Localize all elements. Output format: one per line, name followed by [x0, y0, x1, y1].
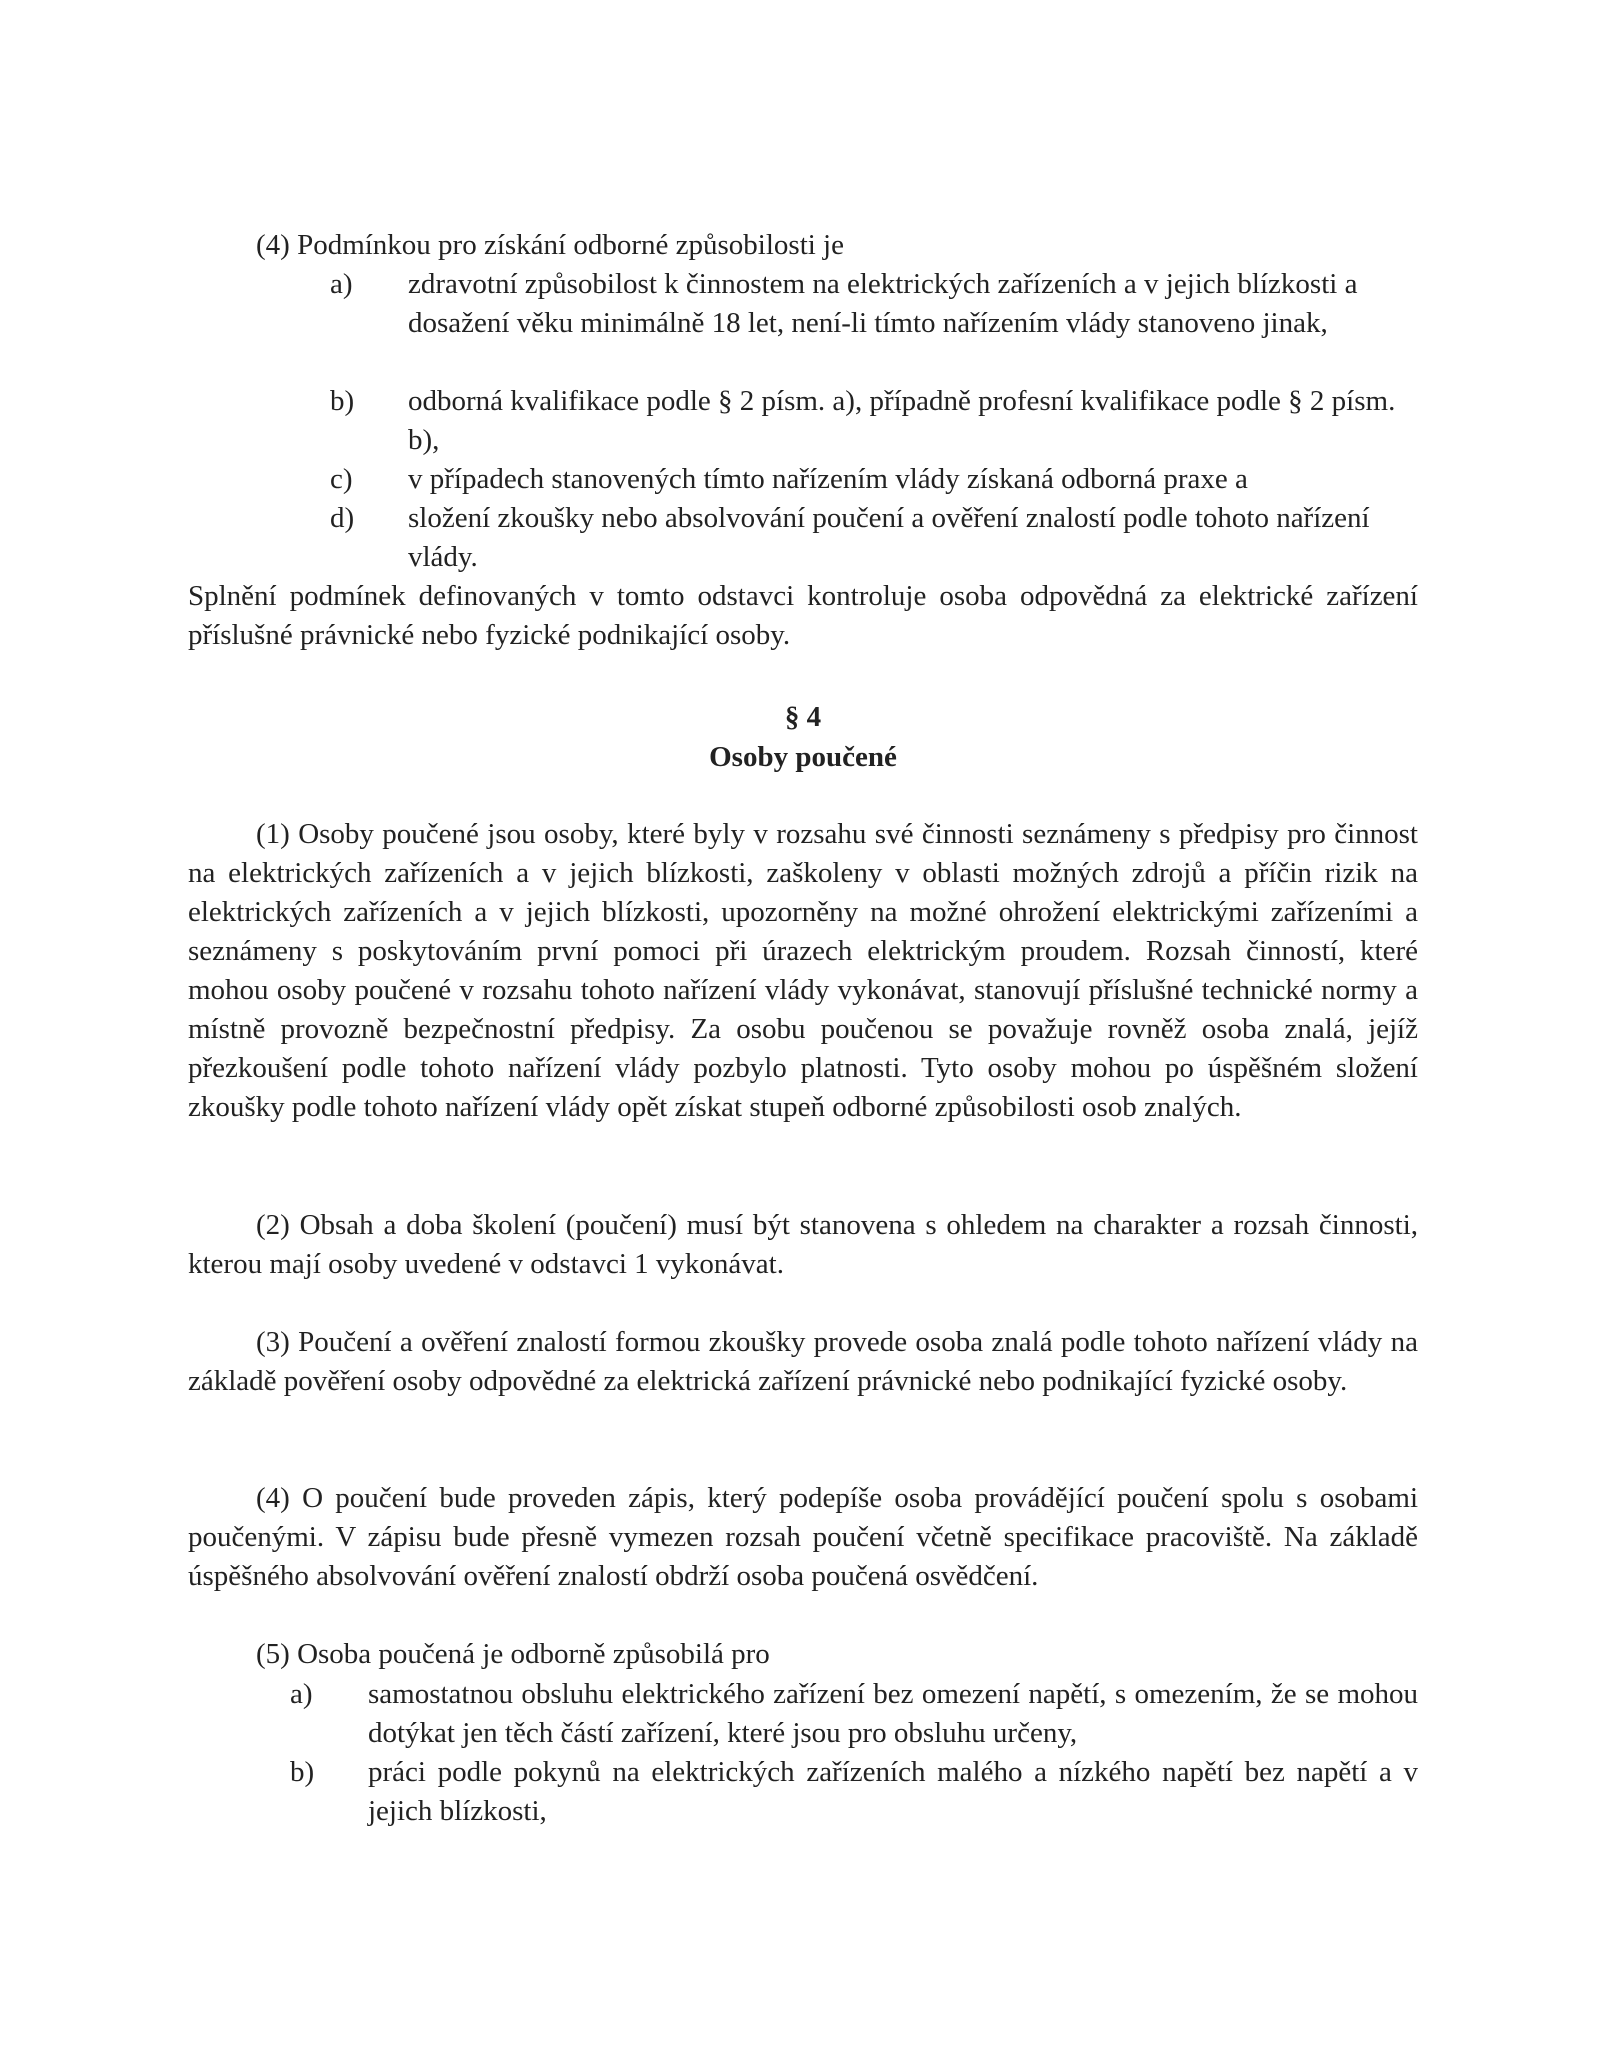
list-marker: a): [330, 268, 353, 300]
paragraph-1: (1) Osoby poučené jsou osoby, které byly v rozsahu své činnosti seznámeny s předpisy pro činnost na elektrických zařízeních a v jejich blízkosti, zaškoleny v oblasti možných zdrojů a příčin rizik na elektrických zařízeních a v jejich blízkosti, upozorněny na možné ohrožení elektrickými zařízeními a seznámeny s poskytováním první pomoci při úrazech elektrickým proudem. Rozsah činností, které mohou osoby poučené v rozsahu tohoto nařízení vlády vykonávat, stanovují příslušné technické normy a místně provozně bezpečnostní předpisy. Za osobu poučenou se považuje rovněž osoba znalá, jejíž přezkoušení podle tohoto nařízení vlády pozbylo platnosti. Tyto osoby mohou po úspěšném složení zkoušky podle tohoto nařízení vlády opět získat stupeň odborné způsobilosti osob znalých.: [188, 818, 1418, 1123]
paragraph-4: (4) O poučení bude proveden zápis, který podepíše osoba provádějící poučení spolu s osobami poučenými. V zápisu bude přesně vymezen rozsah poučení včetně specifikace pracoviště. Na základě úspěšného absolvování ověření znalostí obdrží osoba poučená osvědčení.: [188, 1482, 1418, 1592]
section-number: § 4: [784, 701, 822, 733]
paragraph-3: (3) Poučení a ověření znalostí formou zkoušky provede osoba znalá podle tohoto nařízení vlády na základě pověření osoby odpovědné za elektrická zařízení právnické nebo podnikající fyzické osoby.: [188, 1326, 1418, 1397]
list-item-text: zdravotní způsobilost k činnostem na elektrických zařízeních a v jejich blízkosti a dosažení věku minimálně 18 let, není-li tímto nařízením vlády stanoveno jinak,: [408, 268, 1358, 339]
list-marker: a): [290, 1678, 313, 1710]
section-title: Osoby poučené: [709, 741, 897, 773]
paragraph-2: (2) Obsah a doba školení (poučení) musí být stanovena s ohledem na charakter a rozsah činnosti, kterou mají osoby uvedené v odstavci 1 vykonávat.: [188, 1209, 1418, 1280]
list-marker: b): [290, 1756, 315, 1788]
paragraph-5-intro: (5) Osoba poučená je odborně způsobilá pro: [256, 1638, 770, 1670]
paragraph-intro: (4) Podmínkou pro získání odborné způsobilosti je: [256, 229, 844, 261]
list-item-text: odborná kvalifikace podle § 2 písm. a), případně profesní kvalifikace podle § 2 písm. b),: [408, 385, 1396, 456]
paragraph-closing: Splnění podmínek definovaných v tomto odstavci kontroluje osoba odpovědná za elektrické zařízení příslušné právnické nebo fyzické podnikající osoby.: [188, 580, 1418, 651]
list-item-text: samostatnou obsluhu elektrického zařízení bez omezení napětí, s omezením, že se mohou dotýkat jen těch částí zařízení, které jsou pro obsluhu určeny,: [368, 1678, 1418, 1749]
list-item-text: práci podle pokynů na elektrických zařízeních malého a nízkého napětí bez napětí a v jejich blízkosti,: [368, 1756, 1418, 1827]
list-marker: c): [330, 463, 353, 495]
list-marker: b): [330, 385, 355, 417]
list-item-text: složení zkoušky nebo absolvování poučení a ověření znalostí podle tohoto nařízení vlády.: [408, 502, 1370, 573]
document-page: [188, 0, 1418, 2071]
list-marker: d): [330, 502, 355, 534]
list-item-text: v případech stanovených tímto nařízením vlády získaná odborná praxe a: [408, 463, 1248, 495]
